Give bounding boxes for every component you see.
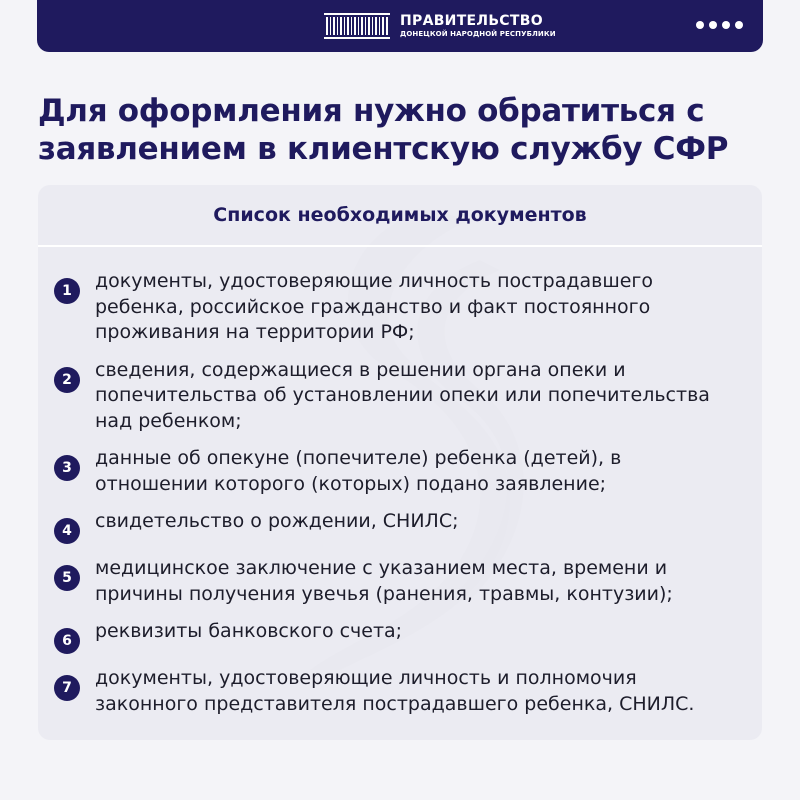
card-title: Список необходимых документов: [213, 204, 587, 226]
list-item-text: данные об опекуне (попечителе) ребенка (детей), в отношении которого (которых) подано заявление;: [95, 447, 622, 495]
list-item-text: сведения, содержащиеся в решении органа опеки и попечительства об установлении опеки или попечительства над ребенком;: [95, 358, 710, 432]
dot-icon: [696, 21, 704, 29]
number-badge: 3: [54, 455, 80, 481]
number-badge: 4: [54, 518, 80, 544]
list-item-text: медицинское заключение с указанием места, времени и причины получения увечья (ранения, травмы, контузии);: [95, 557, 673, 605]
list-item: [54, 446, 762, 497]
more-dots-icon[interactable]: [696, 21, 743, 29]
documents-card: [38, 185, 762, 740]
number-badge: 5: [54, 565, 80, 591]
list-item-text: документы, удостоверяющие личность пострадавшего ребенка, российское гражданство и факт постоянного проживания на территории РФ;: [95, 270, 654, 343]
list-item: [54, 556, 762, 607]
government-logo[interactable]: [324, 12, 556, 40]
dot-icon: [709, 21, 717, 29]
dot-icon: [735, 21, 743, 29]
list-item-text: документы, удостоверяющие личность и полномочия законного представителя пострадавшего ребенка, СНИЛС.: [95, 667, 695, 715]
documents-list: [38, 247, 762, 717]
logo-subtitle: ДОНЕЦКОЙ НАРОДНОЙ РЕСПУБЛИКИ: [400, 30, 556, 38]
number-badge: 2: [54, 367, 80, 393]
number-badge: 1: [54, 278, 80, 304]
list-item: [54, 619, 762, 654]
logo-text: [400, 14, 556, 38]
list-item-text: свидетельство о рождении, СНИЛС;: [95, 510, 459, 532]
number-badge: 6: [54, 628, 80, 654]
logo-title: ПРАВИТЕЛЬСТВО: [400, 13, 543, 29]
page-title: Для оформления нужно обратиться с заявлением в клиентскую службу СФР: [38, 93, 729, 167]
building-columns-icon: [324, 13, 390, 39]
number-badge: 7: [54, 675, 80, 701]
header-bar: [37, 0, 763, 52]
list-item: [54, 358, 762, 435]
list-item: [54, 509, 762, 544]
list-item: [54, 666, 762, 717]
list-item-text: реквизиты банковского счета;: [95, 620, 403, 642]
list-item: [54, 269, 762, 346]
dot-icon: [722, 21, 730, 29]
